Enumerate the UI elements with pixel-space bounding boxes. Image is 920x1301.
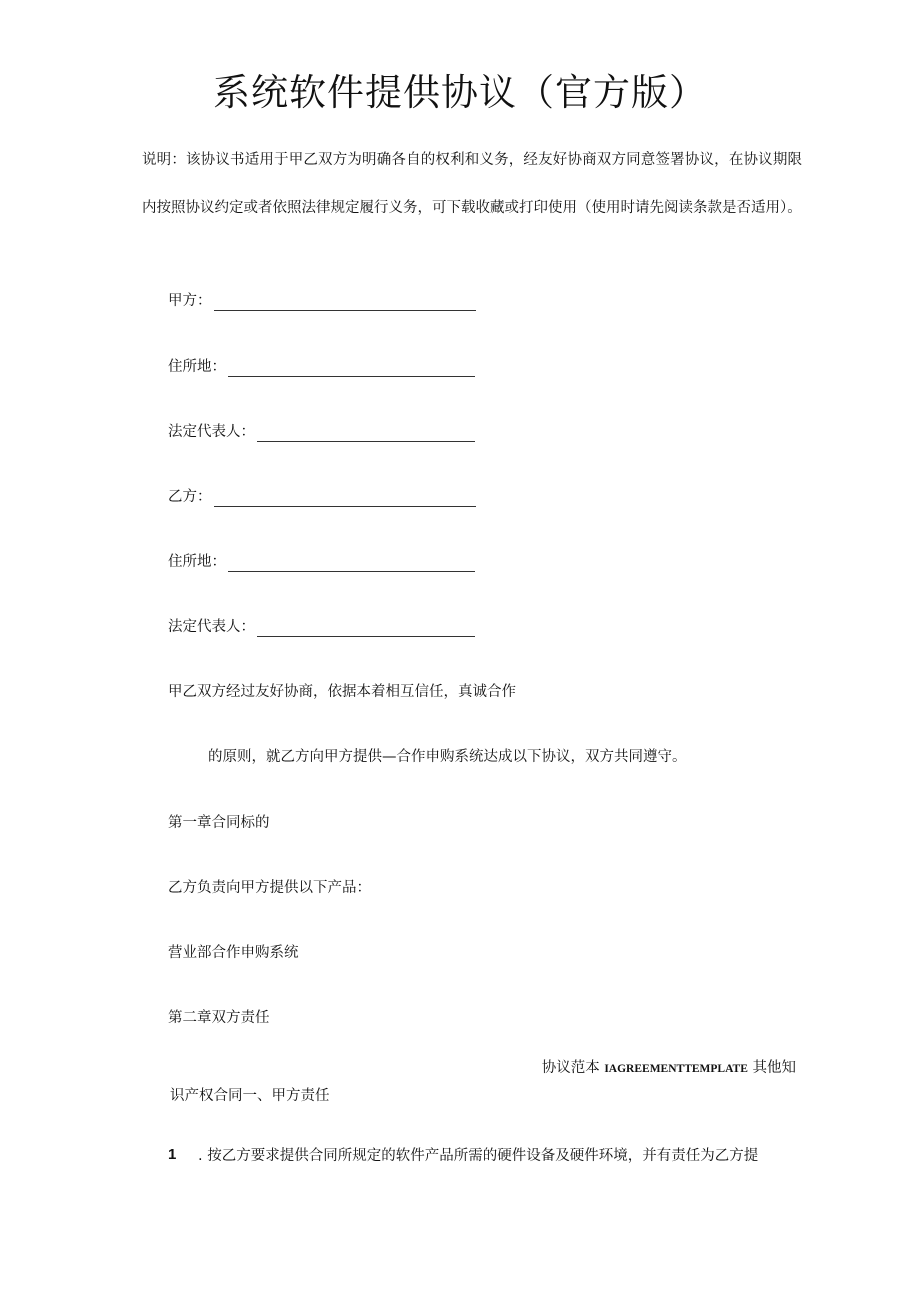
chapter-heading: 第一章合同标的 [168,815,270,831]
field-label: 住所地： [168,554,226,570]
party-a-representative-field [168,422,475,442]
blank-line [228,559,475,572]
body-paragraph-line: 的原则，就乙方向甲方提供—合作申购系统达成以下协议，双方共同遵守。 [208,749,687,765]
field-label: 法定代表人： [168,424,255,440]
party-b-address-field [168,552,475,572]
template-note [542,1058,796,1079]
intro-paragraph: 说明：该协议书适用于甲乙双方为明确各自的权利和义务，经友好协商双方同意签署协议，在协议期限内按照协议约定或者依照法律规定履行义务，可下载收藏或打印使用（使用时请先阅读条款是否适用）。 [142,152,802,216]
field-label: 甲方： [168,293,212,309]
blank-line [228,364,475,377]
product-name: 营业部合作申购系统 [168,945,299,961]
chapter-heading: 第二章双方责任 [168,1010,270,1026]
section-heading: 识产权合同一、甲方责任 [170,1088,330,1104]
party-a-field [168,291,476,311]
note-suffix: 其他知 [752,1060,796,1076]
blank-line [257,429,475,442]
blank-line [214,494,476,507]
field-label: 法定代表人： [168,619,255,635]
body-paragraph-line: 乙方负责向甲方提供以下产品： [168,880,371,896]
document-title: 系统软件提供协议（官方版） [213,71,707,114]
note-latin: IAGREEMENTTEMPLATE [604,1063,748,1075]
note-prefix: 协议范本 [541,1060,600,1076]
field-label: 乙方： [168,489,212,505]
list-item-number: 1 [168,1146,177,1163]
blank-line [257,624,475,637]
blank-line [214,298,476,311]
party-b-field [168,487,476,507]
list-item-text: . 按乙方要求提供合同所规定的软件产品所需的硬件设备及硬件环境，并有责任为乙方提 [198,1148,759,1164]
body-paragraph-line: 甲乙双方经过友好协商，依据本着相互信任，真诚合作 [168,684,516,700]
party-b-representative-field [168,617,475,637]
party-a-address-field [168,357,475,377]
field-label: 住所地： [168,359,226,375]
